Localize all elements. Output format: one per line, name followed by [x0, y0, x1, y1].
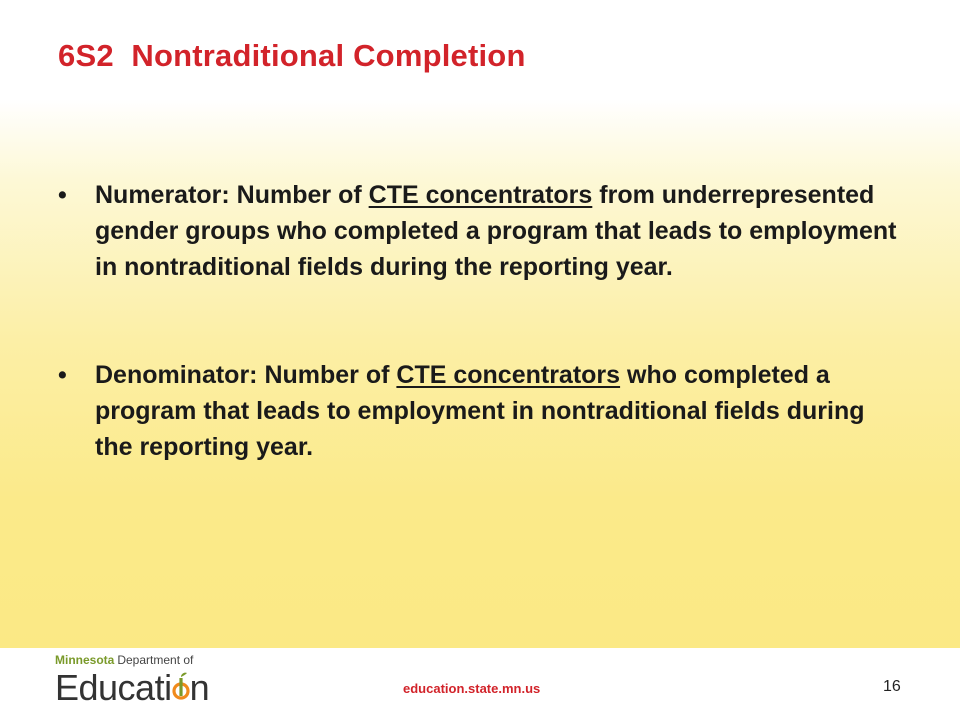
- bullet-marker: •: [58, 361, 67, 389]
- apple-icon: [172, 672, 190, 702]
- bullet-list: [58, 177, 898, 537]
- bullet-text-prefix: Denominator: Number of: [95, 361, 397, 389]
- bullet-denominator: [58, 357, 898, 465]
- bullet-marker: •: [58, 181, 67, 209]
- logo-dept: Department of: [117, 653, 194, 667]
- logo-word-end: n: [189, 667, 210, 708]
- logo-tagline: [55, 653, 193, 667]
- bullet-text-prefix: Numerator: Number of: [95, 181, 369, 209]
- cte-concentrators-link[interactable]: CTE concentrators: [396, 361, 621, 389]
- footer-url[interactable]: education.state.mn.us: [403, 681, 541, 696]
- bullet-text-suffix: from underrepresented gender groups who completed a program that leads to employment in nontraditional fields during the reporting year.: [95, 181, 897, 281]
- bullet-text-suffix: who completed a program that leads to employment in nontraditional fields during the reporting year.: [95, 361, 865, 461]
- logo-word-start: Educati: [55, 667, 172, 708]
- bullet-numerator: [58, 177, 898, 285]
- mde-logo: [55, 653, 215, 713]
- slide-title: 6S2 Nontraditional Completion: [58, 38, 526, 73]
- logo-state: Minnesota: [55, 653, 115, 667]
- page-number: 16: [883, 678, 901, 695]
- logo-wordmark: [55, 666, 209, 710]
- cte-concentrators-link[interactable]: CTE concentrators: [368, 181, 593, 209]
- footer: [0, 648, 960, 720]
